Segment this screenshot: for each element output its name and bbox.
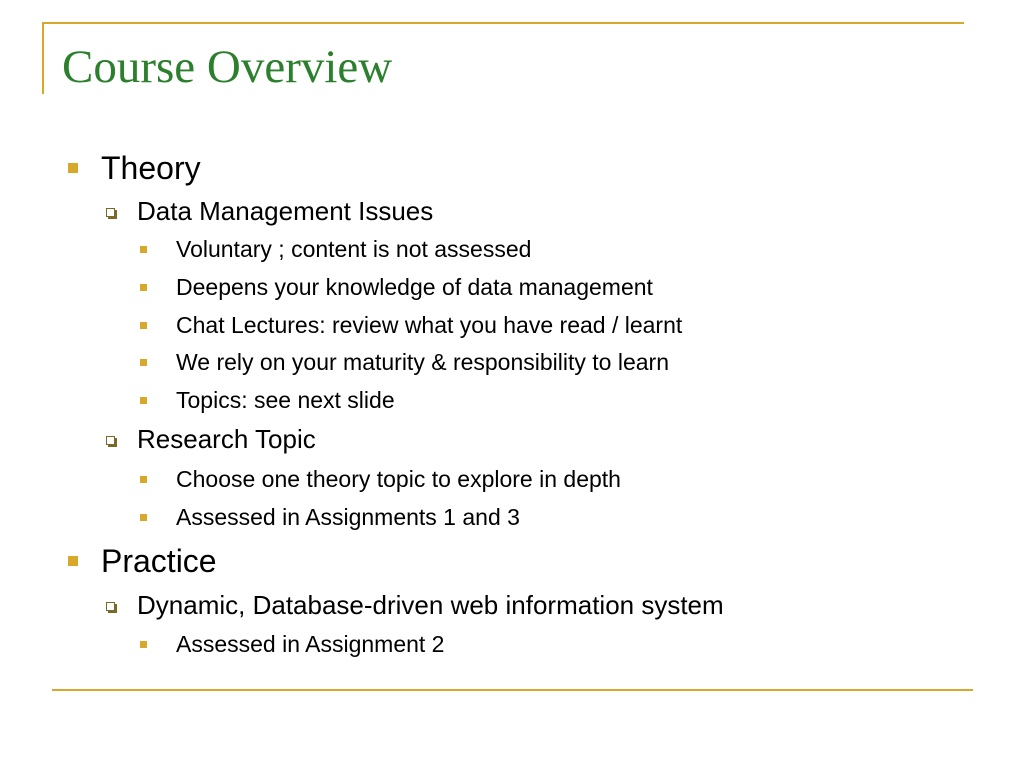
square-bullet-icon	[140, 476, 147, 483]
square-bullet-icon	[68, 163, 78, 173]
square-bullet-icon	[140, 641, 147, 648]
square-bullet-icon	[140, 246, 147, 253]
bullet-text: Chat Lectures: review what you have read / learnt	[176, 312, 683, 338]
hollow-square-bullet-icon	[106, 436, 115, 445]
square-bullet-icon	[140, 397, 147, 404]
bullet-text: Practice	[101, 543, 217, 579]
bullet-data-management-issues	[137, 196, 433, 226]
bullet-text: Deepens your knowledge of data management	[176, 274, 653, 300]
bullet-research-topic	[137, 424, 316, 454]
bullet-text: Assessed in Assignment 2	[176, 631, 445, 657]
bullet-assessed-2	[176, 631, 444, 658]
bullet-choose-topic	[176, 466, 621, 493]
bullet-text: Assessed in Assignments 1 and 3	[176, 504, 520, 530]
bullet-text: Dynamic, Database-driven web information system	[137, 590, 724, 620]
bullet-deepens-knowledge	[176, 274, 653, 301]
bullet-chat-lectures	[176, 312, 682, 339]
square-bullet-icon	[140, 322, 147, 329]
hollow-square-bullet-icon	[106, 208, 115, 217]
bullet-topics	[176, 387, 395, 414]
hollow-square-bullet-icon	[106, 602, 115, 611]
bullet-text: We rely on your maturity & responsibility to learn	[176, 349, 669, 375]
bullet-text: Data Management Issues	[137, 196, 434, 226]
bullet-practice	[101, 543, 217, 579]
bullet-voluntary	[176, 236, 531, 263]
bullet-text: Choose one theory topic to explore in depth	[176, 466, 621, 492]
bullet-text: Topics: see next slide	[176, 387, 395, 413]
square-bullet-icon	[140, 359, 147, 366]
square-bullet-icon	[140, 284, 147, 291]
bullet-theory	[101, 150, 201, 186]
bullet-assessed-1-3	[176, 504, 520, 531]
bullet-text: Theory	[101, 150, 201, 186]
bullet-maturity	[176, 349, 669, 376]
bullet-text: Research Topic	[137, 424, 316, 454]
bullet-dynamic-system	[137, 590, 724, 620]
bullet-text: Voluntary ; content is not assessed	[176, 236, 532, 262]
slide-title: Course Overview	[62, 41, 393, 93]
square-bullet-icon	[140, 514, 147, 521]
square-bullet-icon	[68, 556, 78, 566]
